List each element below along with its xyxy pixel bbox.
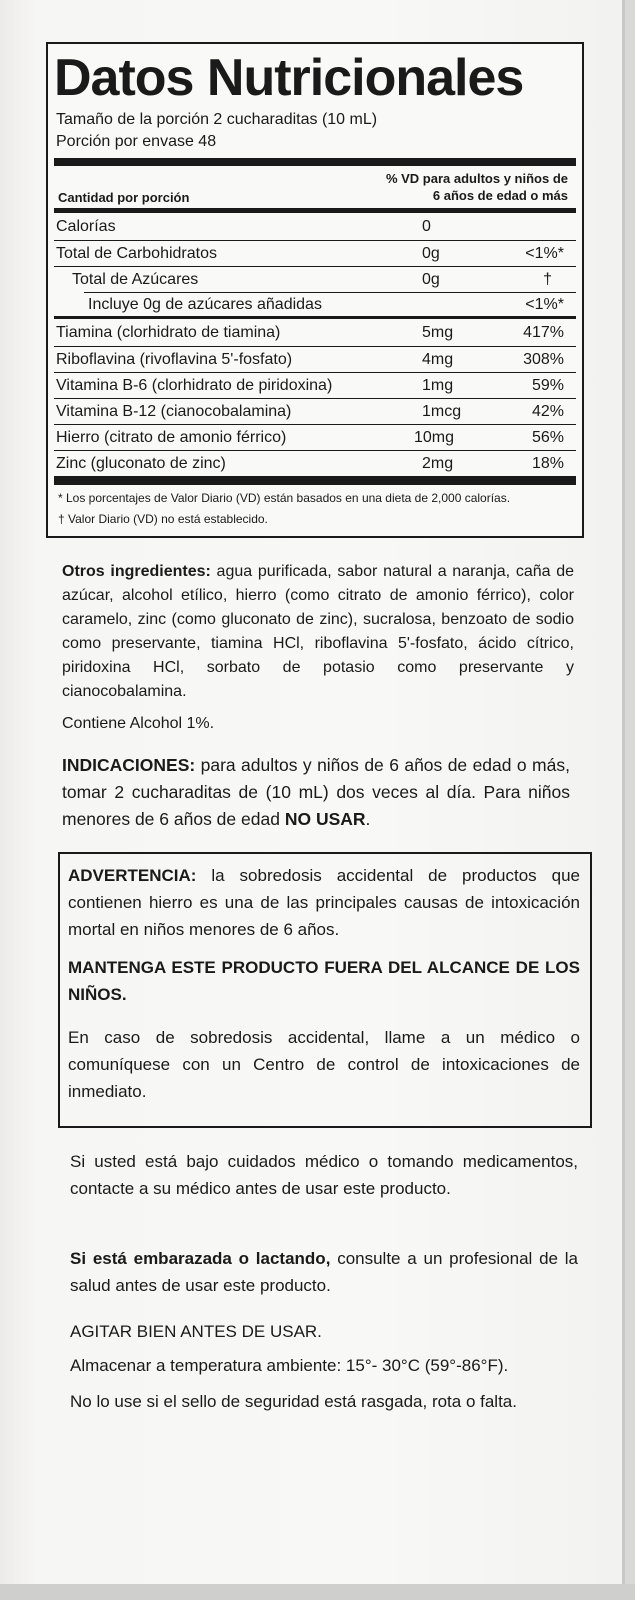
warning-label: ADVERTENCIA: [68, 866, 197, 885]
warning-box [58, 852, 592, 1128]
nutrient-row [54, 292, 576, 318]
other-ingredients [62, 560, 574, 704]
nutrient-amount: 10mg [414, 429, 455, 446]
nutrient-dv: 18% [531, 455, 564, 472]
warning-paragraph [68, 862, 580, 943]
nutrient-dv: 56% [531, 429, 564, 446]
indications-period: . [365, 809, 371, 829]
servings-per-container: Porción por envase 48 [56, 133, 217, 150]
nutrient-name: Riboflavina (rivoflavina 5'-fosfato) [56, 351, 293, 368]
nutrient-name: Total de Azúcares [72, 271, 199, 288]
dv-footnote: * Los porcentajes de Valor Diario (VD) están basados en una dieta de 2,000 calorías. [58, 491, 511, 505]
nutrient-name: Zinc (gluconato de zinc) [56, 455, 226, 472]
nutrient-row [54, 346, 576, 372]
medical-care-notice: Si usted está bajo cuidados médico o tomando medicamentos, contacte a su médico antes de usar este producto. [70, 1152, 578, 1198]
dv-not-established-footnote: † Valor Diario (VD) no está establecido. [58, 512, 268, 526]
nutrient-dv: 42% [531, 403, 564, 420]
keep-away-warning: MANTENGA ESTE PRODUCTO FUERA DEL ALCANCE DE LOS NIÑOS. [68, 958, 580, 1004]
dv-header-line1: % VD para adultos y niños de [385, 171, 568, 186]
panel-title: Datos Nutricionales [54, 49, 524, 107]
nutrient-dv: † [543, 271, 552, 288]
indications-text: para adultos y niños de 6 años de edad o más, tomar 2 cucharaditas de (10 mL) dos veces al día. Para niños menores de 6 años de edad [62, 755, 570, 829]
nutrient-dv: 308% [523, 351, 564, 368]
nutrient-dv: 417% [523, 324, 564, 341]
pregnancy-text: consulte a un profesional de la salud antes de usar este producto. [70, 1249, 578, 1295]
ingredients-label: Otros ingredientes: [62, 563, 211, 580]
nutrient-dv: <1%* [525, 296, 564, 313]
ingredients-text: agua purificada, sabor natural a naranja, caña de azúcar, alcohol etílico, hierro (como citrato de amonio férrico), color caramelo, zinc (como gluconato de zinc), sucralosa, benzoato de sodio como preservante, tiamina HCl, riboflavina 5'-fosfato, ácido cítrico, piridoxina HCl, sorbato de potasio como preservante y cianocobalamina. [62, 563, 575, 700]
nutrient-name: Tiamina (clorhidrato de tiamina) [56, 324, 281, 341]
indications-label: INDICACIONES: [62, 755, 196, 775]
nutrient-row [54, 266, 576, 292]
dv-header-line2: 6 años de edad o más [432, 188, 568, 203]
nutrient-dv: 59% [531, 377, 564, 394]
nutrient-row [54, 398, 576, 424]
package-edge [0, 1584, 635, 1600]
nutrient-row [54, 450, 576, 476]
serving-size: Tamaño de la porción 2 cucharaditas (10 mL) [56, 111, 378, 128]
nutrient-amount: 4mg [422, 351, 454, 368]
medium-divider [54, 208, 576, 213]
nutrient-name: Total de Carbohidratos [56, 245, 217, 262]
alcohol-content: Contiene Alcohol 1%. [62, 715, 215, 732]
nutrient-row [54, 320, 576, 346]
nutrient-amount: 1mg [422, 377, 454, 394]
nutrient-name: Vitamina B-12 (cianocobalamina) [56, 403, 292, 420]
nutrient-amount: 0 [422, 218, 431, 235]
storage-instruction: Almacenar a temperatura ambiente: 15°- 30°C (59°-86°F). [70, 1356, 509, 1375]
dv-header [386, 170, 568, 204]
nutrient-amount: 1mcg [422, 403, 462, 420]
nutrient-name: Hierro (citrato de amonio férrico) [56, 429, 287, 446]
nutrition-facts-panel [46, 42, 584, 538]
divider [54, 316, 576, 319]
seal-warning: No lo use si el sello de seguridad está rasgada, rota o falta. [70, 1392, 517, 1411]
thick-divider [54, 158, 576, 166]
nutrient-amount: 2mg [422, 455, 454, 472]
nutrient-row [54, 240, 576, 266]
nutrient-row [54, 372, 576, 398]
nutrient-name: Vitamina B-6 (clorhidrato de piridoxina) [56, 377, 333, 394]
nutrient-amount: 0g [422, 271, 440, 288]
pregnancy-notice [70, 1245, 578, 1299]
shake-instruction: AGITAR BIEN ANTES DE USAR. [70, 1322, 322, 1341]
nutrient-row [54, 424, 576, 450]
nutrient-amount: 5mg [422, 324, 454, 341]
overdose-instructions: En caso de sobredosis accidental, llame a un médico o comuníquese con un Centro de control de intoxicaciones de inmediato. [68, 1028, 580, 1101]
nutrient-amount: 0g [422, 245, 440, 262]
nutrient-name: Calorías [56, 218, 116, 235]
nutrient-dv: <1%* [525, 245, 564, 262]
amount-per-serving: Cantidad por porción [58, 190, 190, 205]
thick-divider [54, 476, 576, 485]
pregnancy-label: Si está embarazada o lactando, [70, 1249, 331, 1268]
nutrient-name: Incluye 0g de azúcares añadidas [88, 296, 322, 313]
warning-text: la sobredosis accidental de productos que contienen hierro es una de las principales causas de intoxicación mortal en niños menores de 6 años. [68, 866, 580, 939]
nutrient-row [54, 214, 576, 240]
do-not-use-label: NO USAR [284, 809, 366, 829]
indications [62, 752, 570, 833]
